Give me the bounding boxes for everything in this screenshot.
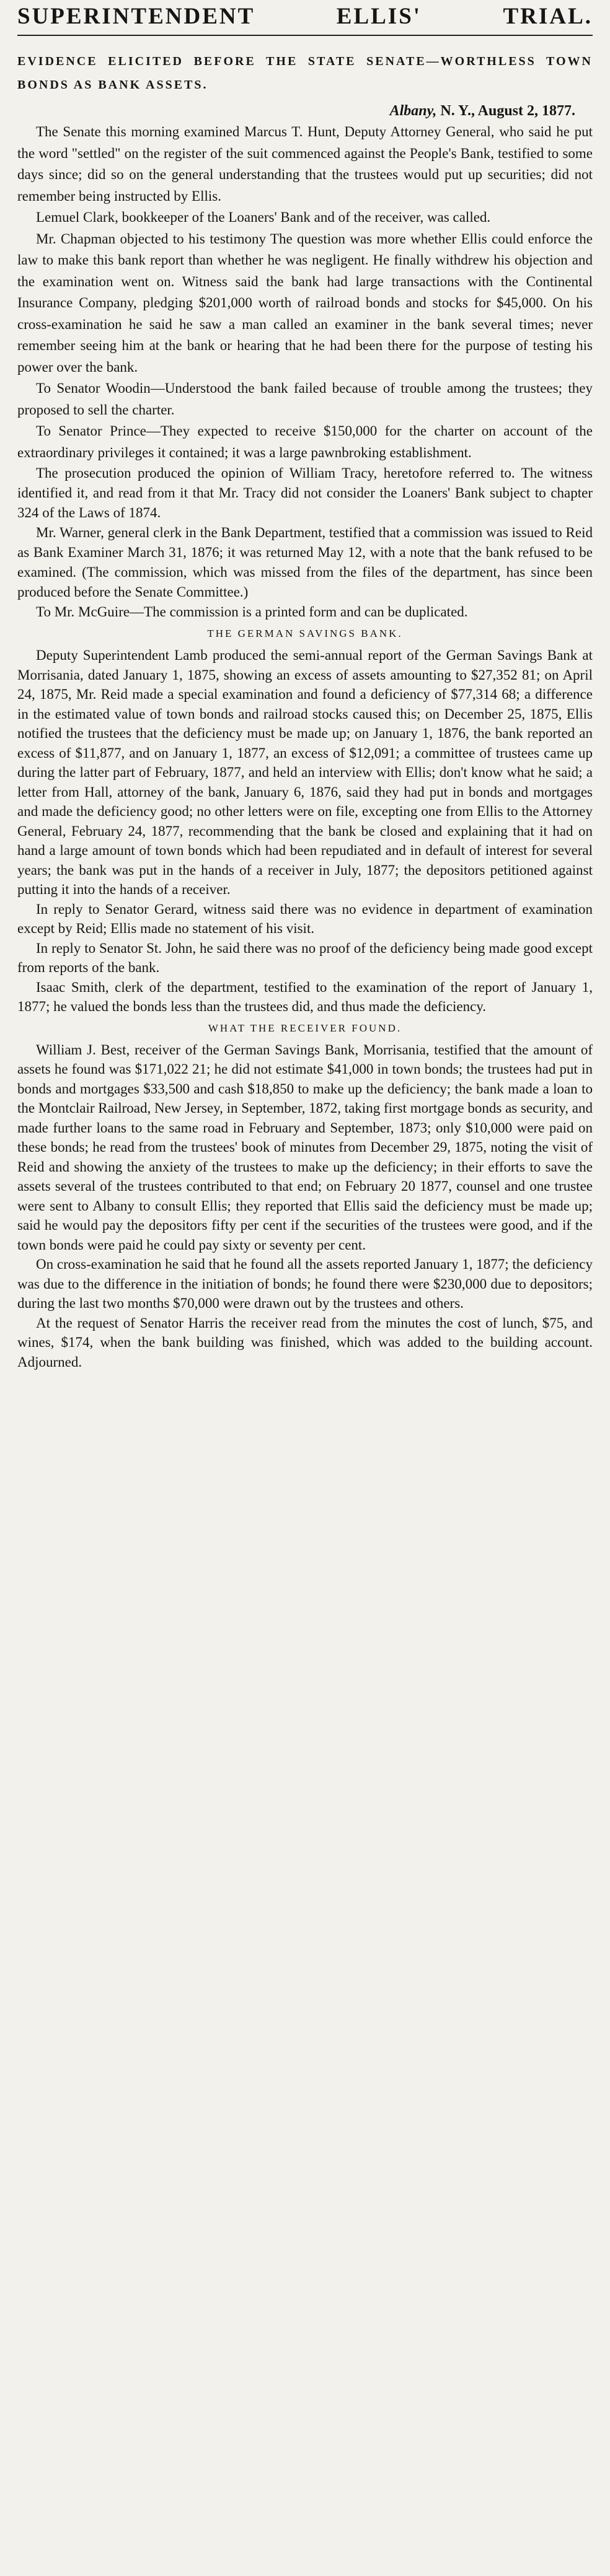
body-paragraph: To Senator Woodin—Understood the bank failed because of trouble among the trustees; they proposed to sell the charter. (17, 380, 593, 418)
body-paragraph: William J. Best, receiver of the German Savings Bank, Morrisania, testified that the amount of assets he found was $171,022 21; he did not estimate $41,000 in town bonds; the trustees had put in bonds and mortgages $33,500 and cash $18,850 to make up the deficiency; the bank made a loan to the Montclair Railroad, New Jersey, in September, 1872, taking first mortgage bonds as security, and made further loans to the same road in February and September, 1873; only $10,000 were paid on these bonds; he read from the trustees' book of minutes from December 29, 1875, noting the visit of Reid and showing the anxiety of the trustees to make up the deficiency; in their efforts to save the assets several of the trustees contributed to that end; on February 20 1877, counsel and one trustee were sent to Albany to consult Ellis; they reported that Ellis said the deficiency must be made up; said he would pay the depositors fifty per cent if the securities of the trustees were good, and if the town bonds were paid he could pay sixty or seventy per cent. (17, 1041, 593, 1253)
newspaper-column (17, 0, 593, 2576)
body-paragraph: Isaac Smith, clerk of the department, testified to the examination of the report of January 1, 1877; he valued the bonds less than the trustees did, and thus made the deficiency. (17, 979, 593, 1014)
body-paragraph: In reply to Senator St. John, he said there was no proof of the deficiency being made good except from reports of the bank. (17, 940, 593, 975)
article-deck: EVIDENCE ELICITED BEFORE THE STATE SENATE—WORTHLESS TOWN BONDS AS BANK ASSETS. (17, 55, 593, 92)
body-paragraph: The prosecution produced the opinion of William Tracy, heretofore referred to. The witness identified it, and read from it that Mr. Tracy did not consider the Loaners' Bank subject to chapter 324 of the Laws of 1874. (17, 465, 593, 520)
headline-rule (17, 35, 593, 36)
body-paragraph: Lemuel Clark, bookkeeper of the Loaners' Bank and of the receiver, was called. (36, 209, 491, 225)
article-body-part-3 (17, 624, 593, 1372)
dateline-date: N. Y., August 2, 1877. (440, 103, 575, 119)
article-body-part-1 (17, 121, 593, 463)
article-dateline (17, 100, 593, 121)
article-headline: SUPERINTENDENT ELLIS' TRIAL. (17, 4, 593, 29)
body-paragraph: To Mr. McGuire—The commission is a printed form and can be duplicated. (36, 604, 468, 620)
subhead-german-savings-bank: THE GERMAN SAVINGS BANK. (207, 628, 403, 639)
article-body-part-2 (17, 463, 593, 622)
subhead-receiver-found: WHAT THE RECEIVER FOUND. (208, 1022, 402, 1034)
body-paragraph: Deputy Superintendent Lamb produced the semi-annual report of the German Savings Bank at Morrisania, dated January 1, 1875, showing an excess of assets amounting to $27,352 81; on April 24, 1875, Mr. Reid made a special examination and found a deficiency of $77,314 68; a difference in the estimated value of town bonds and railroad stocks caused this; on December 25, 1875, Ellis notified the trustees that the deficiency must be made up; on January 1, 1876, the bank reported an excess of $11,877, and on January 1, 1877, an excess of $12,091; a committee of trustees came up during the latter part of February, 1877, and held an interview with Ellis; don't know what he said; a letter from Hall, attorney of the bank, January 6, 1876, said they had put in bonds and mortgages and made the deficiency good; no other letters were on file, excepting one from Ellis to the Attorney General, February 24, 1877, recommending that the bank be closed and explaining that it had on hand a large amount of town bonds which had been repudiated and in default of interest for several years; the bank was put in the hands of a receiver in July, 1877; the depositors petitioned against putting it into the hands of a receiver. (17, 647, 593, 897)
body-paragraph: The Senate this morning examined Marcus T. Hunt, Deputy Attorney General, who said he put the word "settled" on the register of the suit commenced against the People's Bank, testified to some days since; did so on the general understanding that the trustees would put up securities; did not remember being instructed by Ellis. (17, 124, 593, 204)
body-paragraph: To Senator Prince—They expected to receive $150,000 for the charter on account of the extraordinary privileges it contained; it was a large pawnbroking establishment. (17, 423, 593, 460)
body-paragraph: Mr. Chapman objected to his testimony The question was more whether Ellis could enforce the law to make this bank report than whether he was negligent. He finally withdrew his objection and the examination went on. Witness said the bank had large transactions with the Continental Insurance Company, pledging $201,000 worth of railroad bonds and stocks for $45,000. On his cross-examination he said he saw a man called an examiner in the bank several times; never remember seeing him at the bank or hearing that he had been there for the purpose of testing his power over the bank. (17, 230, 593, 375)
body-paragraph: At the request of Senator Harris the receiver read from the minutes the cost of lunch, $75, and wines, $174, when the bank building was finished, which was added to the building account. Adjourned. (17, 1315, 593, 1370)
body-paragraph: In reply to Senator Gerard, witness said there was no evidence in department of examination except by Reid; Ellis made no statement of his visit. (17, 901, 593, 936)
body-paragraph: Mr. Warner, general clerk in the Bank Department, testified that a commission was issued to Reid as Bank Examiner March 31, 1876; it was returned May 12, with a note that the bank refused to be examined. (The commission, which was missed from the files of the department, has since been produced before the Senate Committee.) (17, 525, 593, 600)
dateline-city: Albany, (389, 103, 437, 119)
body-paragraph: On cross-examination he said that he found all the assets reported January 1, 1877; the deficiency was due to the difference in the initiation of bonds; he found there were $230,000 due to depositors; during the last two months $70,000 were drawn out by the trustees and others. (17, 1256, 593, 1311)
